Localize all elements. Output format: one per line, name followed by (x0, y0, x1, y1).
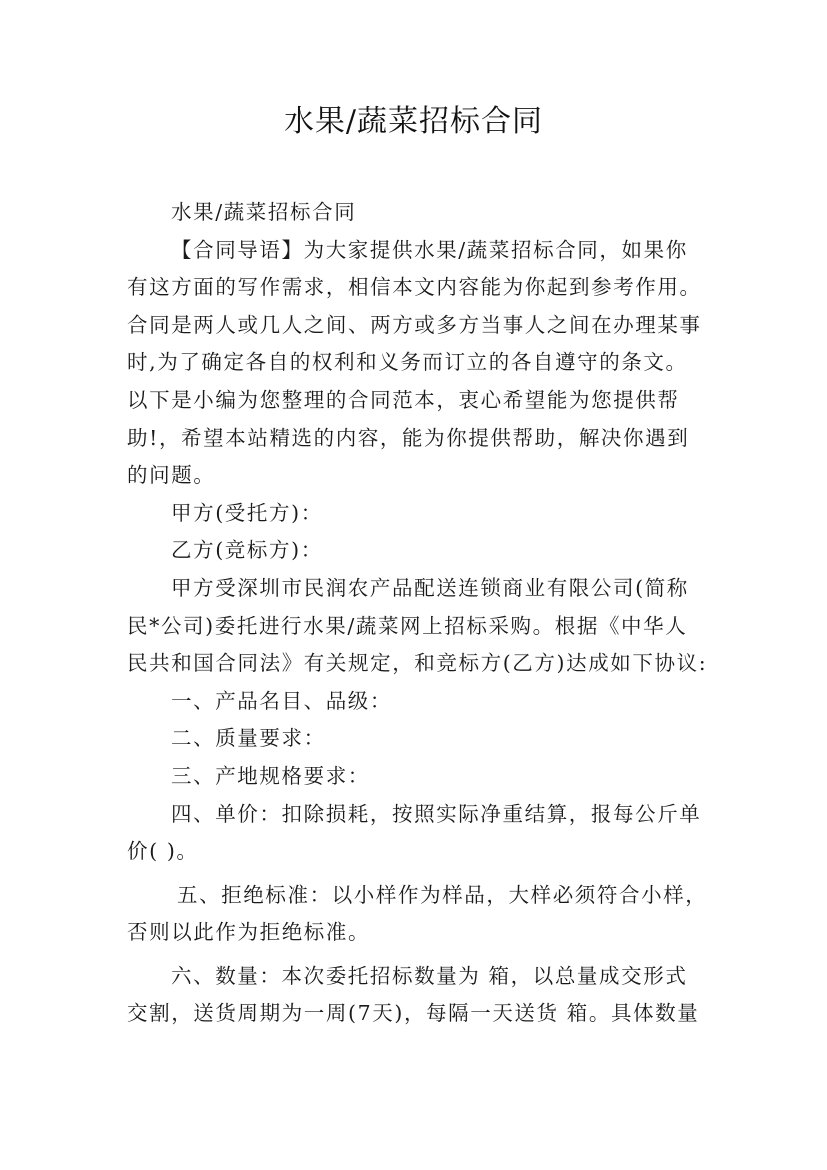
doc-line: 的问题。 (127, 463, 216, 488)
document-title: 水果/蔬菜招标合同 (283, 104, 544, 139)
doc-line: 乙方(竞标方)： (171, 538, 323, 563)
doc-line: 合同是两人或几人之间、两方或多方当事人之间在办理某事 (127, 312, 702, 337)
doc-line: 时,为了确定各自的权利和义务而订立的各自遵守的条文。 (127, 350, 688, 375)
doc-line: 三、产地规格要求： (171, 763, 370, 788)
doc-line: 【合同导语】为大家提供水果/蔬菜招标合同，如果你 (171, 237, 688, 262)
doc-line: 有这方面的写作需求，相信本文内容能为你起到参考作用。 (127, 275, 702, 300)
document-body (127, 194, 707, 1033)
doc-line: 价( )。 (127, 839, 199, 864)
doc-line: 民共和国合同法》有关规定，和竞标方(乙方)达成如下协议: (127, 651, 708, 676)
doc-line: 水果/蔬菜招标合同 (171, 200, 357, 224)
doc-line: 一、产品名目、品级： (171, 688, 392, 713)
doc-line: 六、数量：本次委托招标数量为 箱，以总量成交形式 (171, 963, 688, 988)
doc-line: 以下是小编为您整理的合同范本，衷心希望能为您提供帮 (127, 387, 680, 412)
doc-line: 甲方(受托方)： (171, 500, 323, 525)
doc-line: 四、单价：扣除损耗，按照实际净重结算，报每公斤单 (171, 801, 702, 826)
doc-line: 交割，送货周期为一周(7天)，每隔一天送货 箱。具体数量 (127, 1001, 700, 1026)
doc-line: 否则以此作为拒绝标准。 (127, 920, 371, 945)
doc-line: 五、拒绝标准：以小样作为样品，大样必须符合小样， (177, 882, 708, 907)
doc-line: 甲方受深圳市民润农产品配送连锁商业有限公司(简称 (171, 575, 689, 600)
doc-line: 民*公司)委托进行水果/蔬菜网上招标采购。根据《中华人 (127, 613, 688, 638)
doc-line: 助!，希望本站精选的内容，能为你提供帮助，解决你遇到 (127, 425, 690, 450)
doc-line: 二、质量要求： (171, 726, 326, 751)
